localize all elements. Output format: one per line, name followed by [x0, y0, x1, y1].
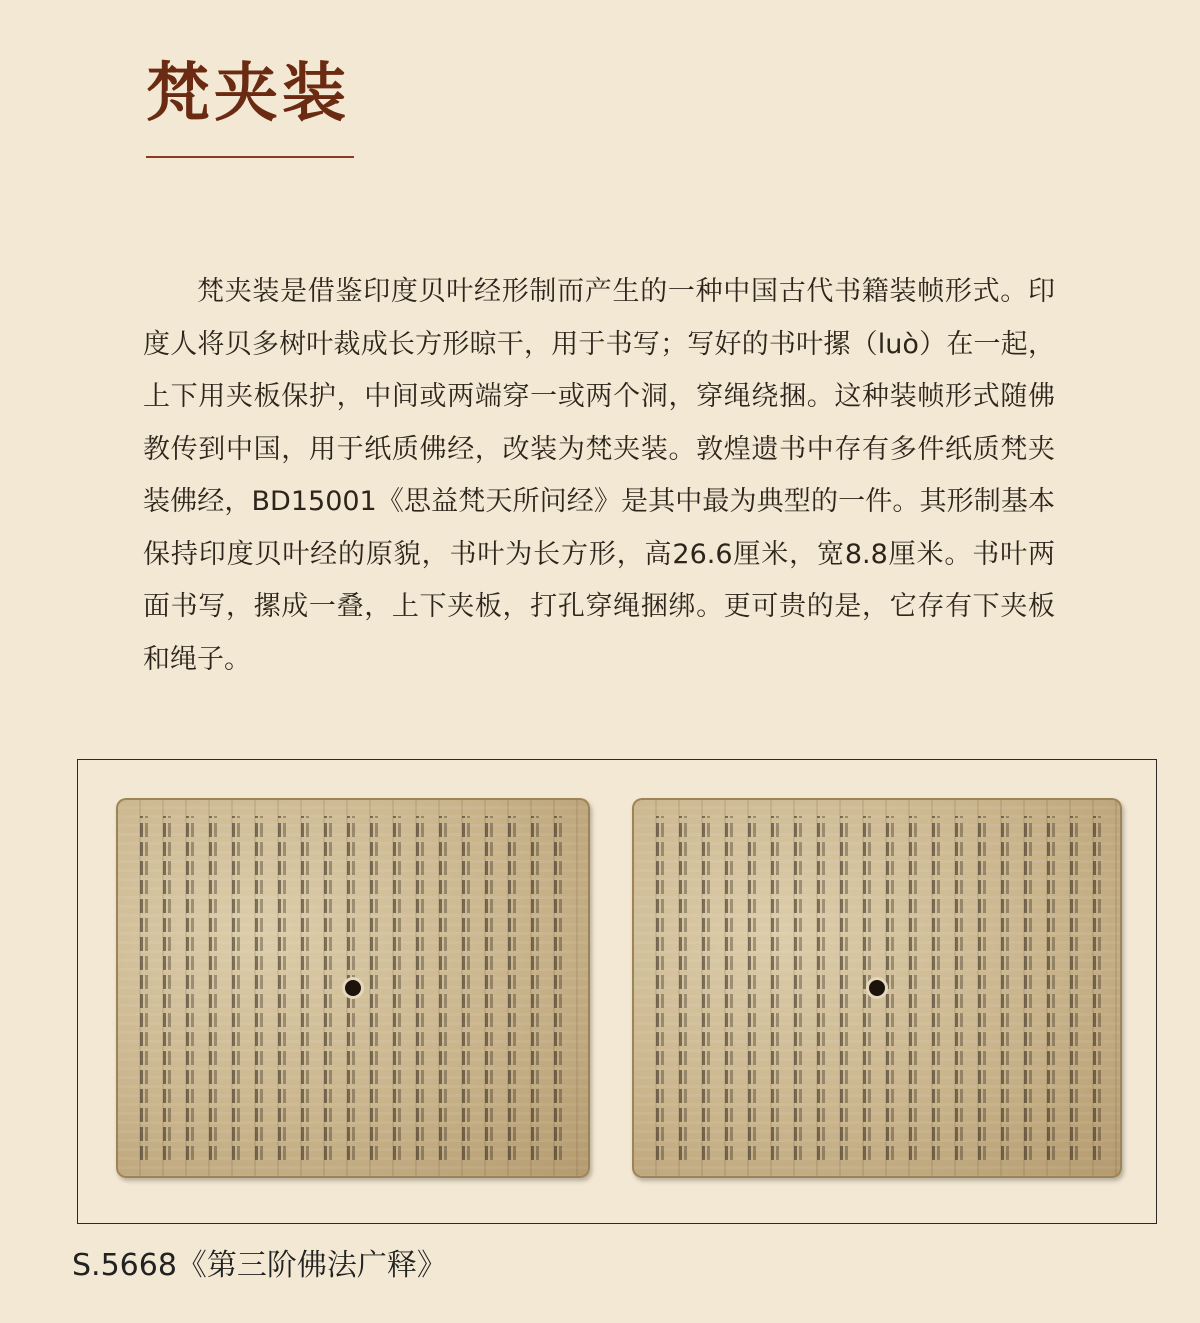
- manuscript-leaf-right: [632, 798, 1122, 1178]
- intro-paragraph: 梵夹装是借鉴印度贝叶经形制而产生的一种中国古代书籍装帧形式。印度人将贝多树叶裁成长方形晾干，用于书写；写好的书叶摞（luò）在一起，上下用夹板保护，中间或两端穿一或两个洞，穿绳绕捆。这种装帧形式随佛教传到中国，用于纸质佛经，改装为梵夹装。敦煌遗书中存有多件纸质梵夹装佛经，BD15001《思益梵天所问经》是其中最为典型的一件。其形制基本保持印度贝叶经的原貌，书叶为长方形，高26.6厘米，宽8.8厘米。书叶两面书写，摞成一叠，上下夹板，打孔穿绳捆绑。更可贵的是，它存有下夹板和绳子。: [143, 276, 1055, 675]
- page-title: 梵夹装: [146, 56, 350, 131]
- manuscript-figure: [77, 759, 1157, 1224]
- title-underline: [146, 156, 354, 158]
- figure-caption: S.5668《第三阶佛法广释》: [72, 1248, 447, 1283]
- manuscript-leaf-left: [116, 798, 590, 1178]
- binding-hole: [345, 980, 361, 996]
- binding-hole: [869, 980, 885, 996]
